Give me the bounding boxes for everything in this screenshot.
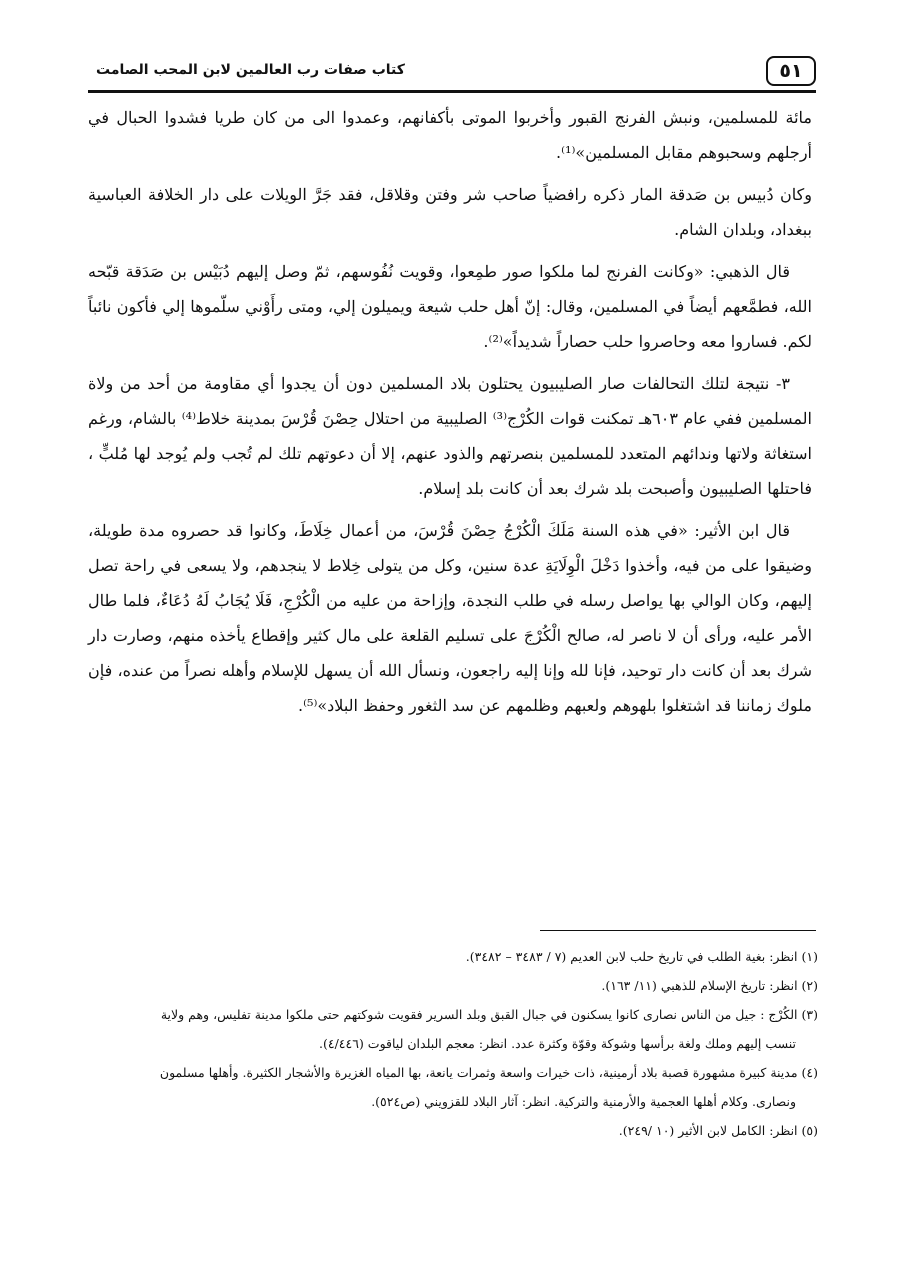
- text-line: قال الذهبي: «وكانت الفرنج لما ملكوا صور طمِعوا، وقويت نُفُوسهم، ثمّ وصل إليهم دُبَيْس بن: [170, 262, 790, 281]
- footnote-5: (٥) انظر: الكامل لابن الأثير (١٠ /٢٤٩).: [618, 1123, 818, 1138]
- text-line: راحة تصل إليهم، وكان الوالي بها يواصل رسله في طلب النجدة، وإزاحة من عليه من الْكُرْجِ، فَلَا يُجَابُ لَهُ: [88, 556, 812, 610]
- page-header: [88, 54, 816, 94]
- footnotes: [88, 942, 818, 1145]
- text-line: صَدَقة قبّحه الله، فطمَّعهم أيضاً في المسلمين، وقال: إنّ أهل حلب شيعة ويميلون إلي، ومتى رأَوْني سلّموها إلي: [88, 262, 812, 316]
- text-line: من ولاة المسلمين ففي عام ٦٠٣هـ تمكنت قوات الكُرْج⁽³⁾ الصليبية من احتلال حِصْنَ قُرْسَ بمدينة خلاط⁽⁴⁾: [88, 374, 812, 428]
- paragraph-1: [88, 100, 812, 170]
- text-line: وأهله نصراً من عنده، فإن ملوك زماننا قد اشتغلوا بلهوهم ولعبهم وظلمهم عن سد الثغور وحفظ البلاد»⁽⁵⁾.: [88, 661, 812, 715]
- text-line: بالشام، ورغم استغاثة ولاتها وندائهم المتعدد للمسلمين بنصرتهم والذود عنهم، إلا أن دعوتهم تلك لم تُجب: [88, 409, 812, 463]
- text-line: فأكون نائباً لكم. فساروا معه وحاصروا حلب حصاراً شديداً»⁽²⁾.: [88, 297, 812, 351]
- text-line: طويلة، وضيقوا على من فيه، وأخذوا دَخْلَ الْوِلَايَةِ عدة سنين، وكل من يتولى خِلاط لا ينجدهم، ولا يسعى في: [88, 521, 813, 575]
- main-text: [88, 100, 812, 730]
- text-line: وكان دُبيس بن صَدقة المار ذكره رافضياً صاحب شر وفتن وقلاقل، فقد جَرَّ الويلات على دار الخلافة العباسية: [88, 185, 812, 204]
- text-line: ببغداد، وبلدان الشام.: [674, 220, 812, 239]
- running-title: كتاب صفات رب العالمين لابن المحب الصامت: [96, 62, 405, 78]
- page-number: ٥١: [766, 56, 816, 86]
- paragraph-5: [88, 513, 812, 723]
- text-line: مائة للمسلمين، ونبش الفرنج القبور وأخربوا الموتى بأكفانهم، وعمدوا الى من كان طريا فشدوا الحبال في: [88, 108, 812, 127]
- text-line: ولم يُوجد لها مُلبٍّ ، فاحتلها الصليبيون وأصبحت بلد شرك بعد أن كانت بلد إسلام.: [88, 444, 812, 498]
- text-line: دُعَاءٌ، فلما طال الأمر عليه، ورأى أن لا ناصر له، صالح الْكُرْجَ على تسليم القلعة على مال كثير وإقطاع يأخذه: [88, 591, 812, 645]
- text-line: ٣- نتيجة لتلك التحالفات صار الصليبيون يحتلون بلاد المسلمين دون أن يجدوا أي مقاومة من أحد: [147, 374, 790, 393]
- text-line: أرجلهم وسحبوهم مقابل المسلمين»⁽¹⁾.: [556, 143, 812, 162]
- footnote-2: (٢) انظر: تاريخ الإسلام للذهبي (١١/ ١٦٣).: [601, 978, 818, 993]
- header-rule: [88, 90, 816, 93]
- text-line: منهم، وصارت دار شرك بعد أن كانت دار توحيد، فإنا لله وإنا إليه راجعون، ونسأل الله أن يسهل للإسلام: [88, 626, 812, 680]
- footnote-4-continued: ونصارى. وكلام أهلها العجمية والأرمنية والتركية. انظر: آثار البلاد للقزويني (ص٥٢٤).: [371, 1094, 796, 1109]
- paragraph-2: [88, 177, 812, 247]
- footnote-3-continued: تنسب إليهم وملك ولغة برأسها وشوكة وقوّة وكثرة عدد. انظر: معجم البلدان لياقوت (٤/٤٤٦).: [319, 1036, 796, 1051]
- footnote-1: (١) انظر: بغية الطلب في تاريخ حلب لابن العديم (٧ / ٣٤٨٣ – ٣٤٨٢).: [465, 949, 818, 964]
- footnote-4: (٤) مدينة كبيرة مشهورة قصبة بلاد أرمينية، ذات خيرات واسعة وثمرات يانعة، بها المياه الغزيرة والأشجار الكثيرة. وأهلها مسلمون: [159, 1065, 818, 1080]
- paragraph-4: [88, 366, 812, 506]
- paragraph-3: [88, 254, 812, 359]
- text-line: قال ابن الأثير: «في هذه السنة مَلَكَ الْكُرْجُ حِصْنَ قُرْسَ، من أعمال خِلَاطَ، وكانوا قد حصروه مدة: [139, 521, 790, 540]
- footnote-separator: [540, 930, 816, 931]
- footnote-3: (٣) الكُرْج : جيل من الناس نصارى كانوا يسكنون في جبال القبق وبلد السرير فقويت شوكتهم حتى ملكوا مدينة تفليس، وهم ولاية: [160, 1007, 818, 1022]
